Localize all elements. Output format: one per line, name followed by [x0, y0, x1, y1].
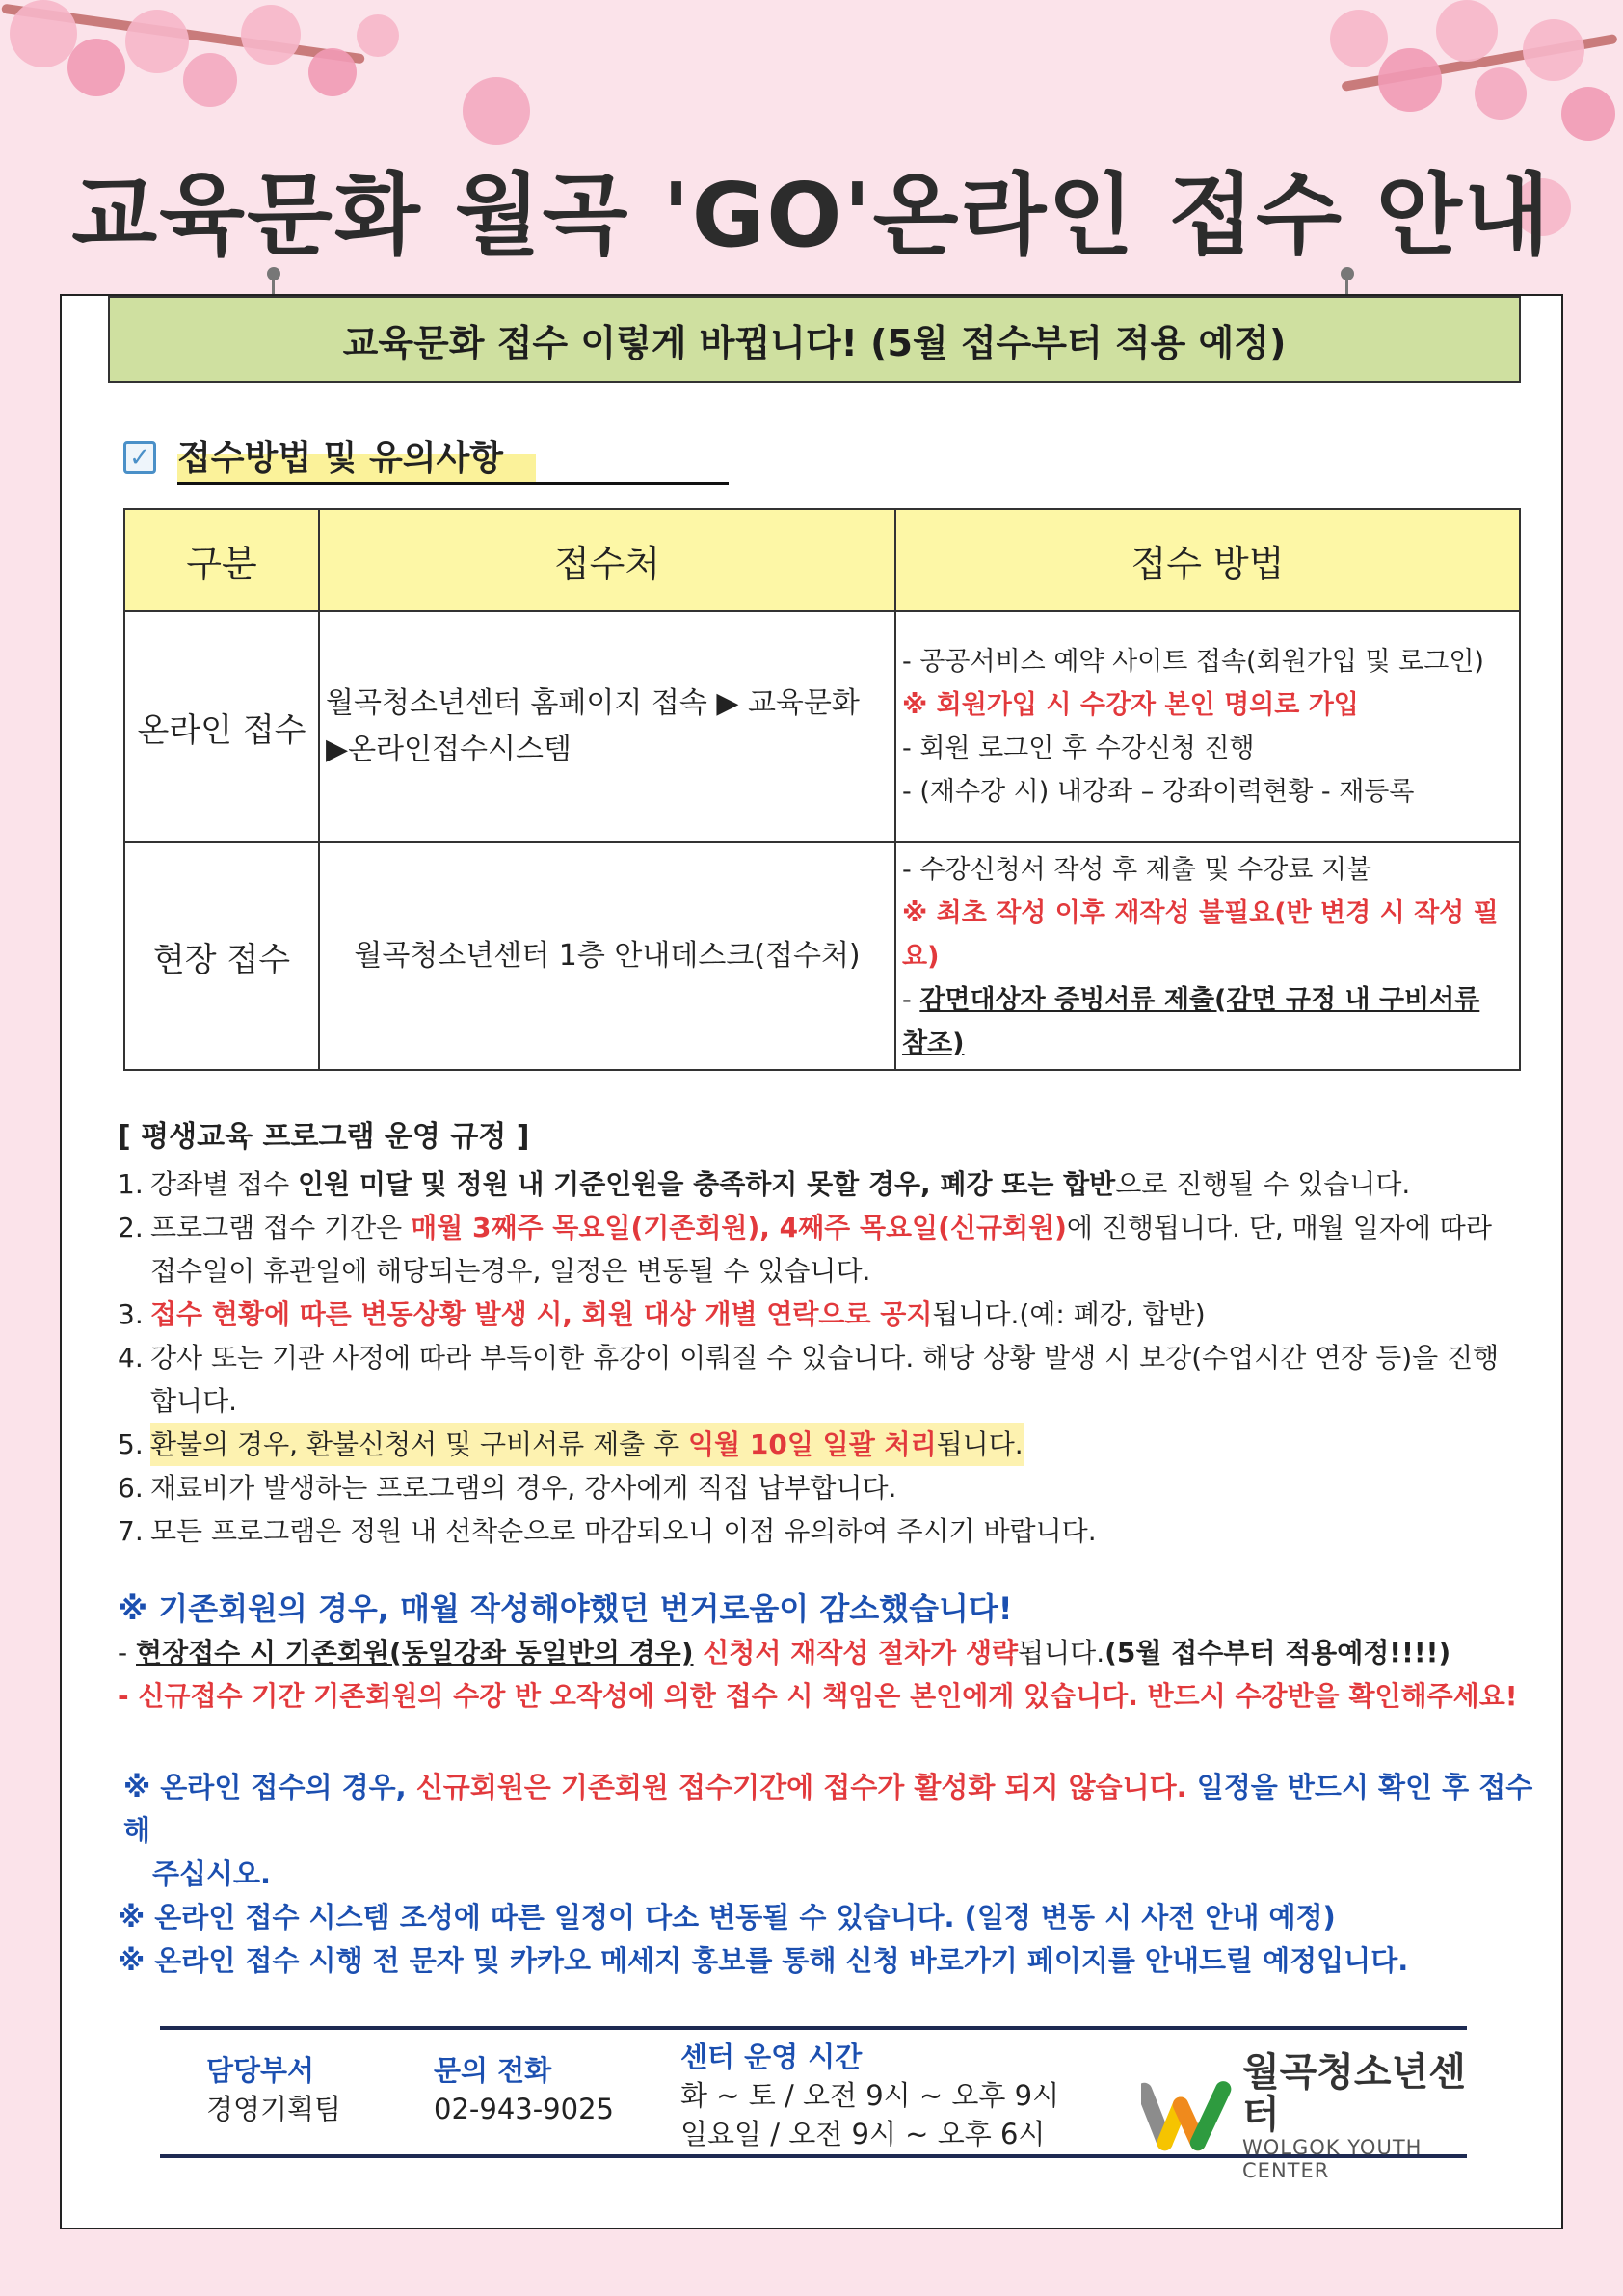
rule-text [150, 1336, 1499, 1423]
online-notice [118, 1766, 1544, 1983]
rule-4-b: 합니다. [150, 1385, 238, 1417]
operation-rules-title: [ 평생교육 프로그램 운영 규정 ] [118, 1120, 530, 1154]
rule-3-b: 됩니다.(예: 폐강, 합반) [932, 1298, 1206, 1330]
n1-d: 주십시오. [152, 1857, 272, 1890]
header-method: 접수 방법 [895, 509, 1520, 611]
section-underline [536, 482, 729, 485]
online-notice-1 [118, 1766, 1544, 1896]
cherry-blossom-mid-left [463, 77, 540, 154]
onsite-method-1: - 수강신청서 작성 후 제출 및 수강료 지불 [902, 854, 1372, 885]
rule-1-c: 으로 진행될 수 있습니다. [1115, 1168, 1411, 1200]
checkbox-icon: ✓ [123, 441, 156, 474]
line1-prefix: - [118, 1637, 137, 1669]
online-method-3: - 회원 로그인 후 수강신청 진행 [902, 734, 1255, 763]
rule-text: 재료비가 발생하는 프로그램의 경우, 강사에게 직접 납부합니다. [150, 1472, 897, 1504]
online-method [895, 611, 1520, 842]
rule-number: 1. [118, 1168, 144, 1200]
rule-2-c: 에 진행됩니다. 단, 매월 일자에 따라 [1066, 1212, 1492, 1243]
rule-6 [118, 1466, 1534, 1509]
onsite-method-3-text: 감면대상자 증빙서류 제출(감면 규정 내 구비서류 참조) [902, 984, 1480, 1058]
member-notice-line1 [118, 1631, 1544, 1674]
onsite-method-3 [902, 978, 1513, 1065]
member-notice-head: ※ 기존회원의 경우, 매월 작성해야했던 번거로움이 감소했습니다! [118, 1590, 1013, 1627]
rule-1-b: 인원 미달 및 정원 내 기준인원을 충족하지 못할 경우, 폐강 또는 합반 [298, 1168, 1116, 1200]
operation-rules [118, 1115, 1534, 1553]
cherry-blossom-top-right [1320, 0, 1623, 154]
rule-text: 모든 프로그램은 정원 내 선착순으로 마감되오니 이점 유의하여 주시기 바랍니다. [150, 1515, 1097, 1547]
section-header [123, 431, 729, 485]
rule-number: 3. [118, 1298, 144, 1330]
header-place: 접수처 [319, 509, 895, 611]
dept-label: 담당부서 [206, 2054, 315, 2087]
rule-text [150, 1162, 1410, 1206]
onsite-method [895, 842, 1520, 1070]
onsite-category: 현장 접수 [124, 842, 319, 1070]
rule-4-a: 강사 또는 기관 사정에 따라 부득이한 휴강이 이뤄질 수 있습니다. 해당 상황 발생 시 보강(수업시간 연장 등)을 진행 [150, 1342, 1500, 1374]
section-title: 접수방법 및 유의사항 [177, 431, 536, 485]
phone-label: 문의 전화 [434, 2054, 552, 2087]
footer [160, 2026, 1467, 2182]
center-logo [1141, 2051, 1467, 2182]
rule-2-a: 프로그램 접수 기간은 [150, 1212, 412, 1243]
hours-sunday: 일요일 / 오전 9시 ~ 오후 6시 [680, 2118, 1046, 2150]
rule-number: 7. [118, 1515, 144, 1547]
logo-english: WOLGOK YOUTH CENTER [1242, 2136, 1423, 2182]
content-panel [60, 294, 1563, 2229]
cherry-blossom-top-left [0, 0, 424, 135]
online-method-4: - (재수강 시) 내강좌 – 강좌이력현황 - 재등록 [902, 777, 1415, 807]
line1-b: 신청서 재작성 절차가 생략 [693, 1637, 1019, 1669]
rule-1 [118, 1162, 1534, 1206]
online-place-line1: 월곡청소년센터 홈페이지 접속 ▶ 교육문화 [326, 686, 860, 720]
rule-3 [118, 1293, 1534, 1336]
hours-label: 센터 운영 시간 [680, 2041, 863, 2073]
rule-text [150, 1423, 1024, 1466]
footer-dept [206, 2051, 341, 2128]
member-notice-line2: - 신규접수 기간 기존회원의 수강 반 오작성에 의한 접수 시 책임은 본인에게 있습니다. 반드시 수강반을 확인해주세요! [118, 1680, 1518, 1712]
hours-weekday: 화 ~ 토 / 오전 9시 ~ 오후 9시 [680, 2079, 1060, 2112]
rule-text [150, 1206, 1492, 1293]
footer-hours [680, 2038, 1059, 2153]
rule-2-d: 접수일이 휴관일에 해당되는경우, 일정은 변동될 수 있습니다. [150, 1255, 871, 1287]
rule-5-b: 익월 10일 일괄 처리 [688, 1428, 937, 1460]
online-place-line2: ▶온라인접수시스템 [326, 733, 572, 766]
change-banner: 교육문화 접수 이렇게 바뀝니다! (5월 접수부터 적용 예정) [108, 296, 1521, 383]
rule-4 [118, 1336, 1534, 1423]
header-category: 구분 [124, 509, 319, 611]
rule-7 [118, 1509, 1534, 1553]
line1-d: (5월 접수부터 적용예정!!!!) [1104, 1637, 1451, 1669]
phone-value: 02-943-9025 [434, 2093, 614, 2125]
online-notice-2: ※ 온라인 접수 시스템 조성에 따른 일정이 다소 변동될 수 있습니다. (일정 변동 시 사전 안내 예정) [118, 1901, 1336, 1934]
online-place [319, 611, 895, 842]
n1-c: 일정을 반드시 확인 후 접수해 [123, 1771, 1533, 1847]
rule-number: 6. [118, 1472, 144, 1504]
onsite-method-3-prefix: - [902, 984, 920, 1015]
line1-a: 현장접수 시 기존회원(동일강좌 동일반의 경우) [136, 1637, 694, 1669]
rule-number: 2. [118, 1212, 144, 1243]
rule-text [150, 1293, 1206, 1336]
table-row-onsite [124, 842, 1520, 1070]
rule-5-a: 환불의 경우, 환불신청서 및 구비서류 제출 후 [150, 1428, 689, 1460]
rule-3-a: 접수 현황에 따른 변동상황 발생 시, 회원 대상 개별 연락으로 공지 [150, 1298, 933, 1330]
registration-table [123, 508, 1521, 1071]
member-notice [118, 1588, 1544, 1718]
rule-number: 4. [118, 1342, 144, 1374]
logo-name: 월곡청소년센터 [1242, 2050, 1466, 2137]
online-notice-3: ※ 온라인 접수 시행 전 문자 및 카카오 메세지 홍보를 통해 신청 바로가기 페이지를 안내드릴 예정입니다. [118, 1944, 1409, 1977]
rule-2-b: 매월 3째주 목요일(기존회원), 4째주 목요일(신규회원) [411, 1212, 1067, 1243]
onsite-method-2: ※ 최초 작성 이후 재작성 불필요(반 변경 시 작성 필요) [902, 897, 1499, 972]
online-method-1: - 공공서비스 예약 사이트 접속(회원가입 및 로그인) [902, 647, 1484, 677]
dept-value: 경영기획팀 [206, 2093, 342, 2125]
rule-2 [118, 1206, 1534, 1293]
line1-c: 됩니다. [1018, 1637, 1105, 1669]
rule-5-c: 됩니다. [936, 1428, 1024, 1460]
wolgok-logo-icon [1141, 2073, 1233, 2160]
table-header-row [124, 509, 1520, 611]
online-category: 온라인 접수 [124, 611, 319, 842]
table-row-online [124, 611, 1520, 842]
n1-a: ※ 온라인 접수의 경우, [123, 1771, 416, 1803]
onsite-place: 월곡청소년센터 1층 안내데스크(접수처) [319, 842, 895, 1070]
rule-5 [118, 1423, 1534, 1466]
n1-b: 신규회원은 기존회원 접수기간에 접수가 활성화 되지 않습니다. [415, 1771, 1187, 1803]
page-title: 교육문화 월곡 'GO'온라인 접수 안내 [71, 164, 1552, 267]
footer-phone [434, 2051, 614, 2128]
rule-1-a: 강좌별 접수 [150, 1168, 299, 1200]
rule-number: 5. [118, 1428, 144, 1460]
online-method-2: ※ 회원가입 시 수강자 본인 명의로 가입 [902, 690, 1359, 720]
